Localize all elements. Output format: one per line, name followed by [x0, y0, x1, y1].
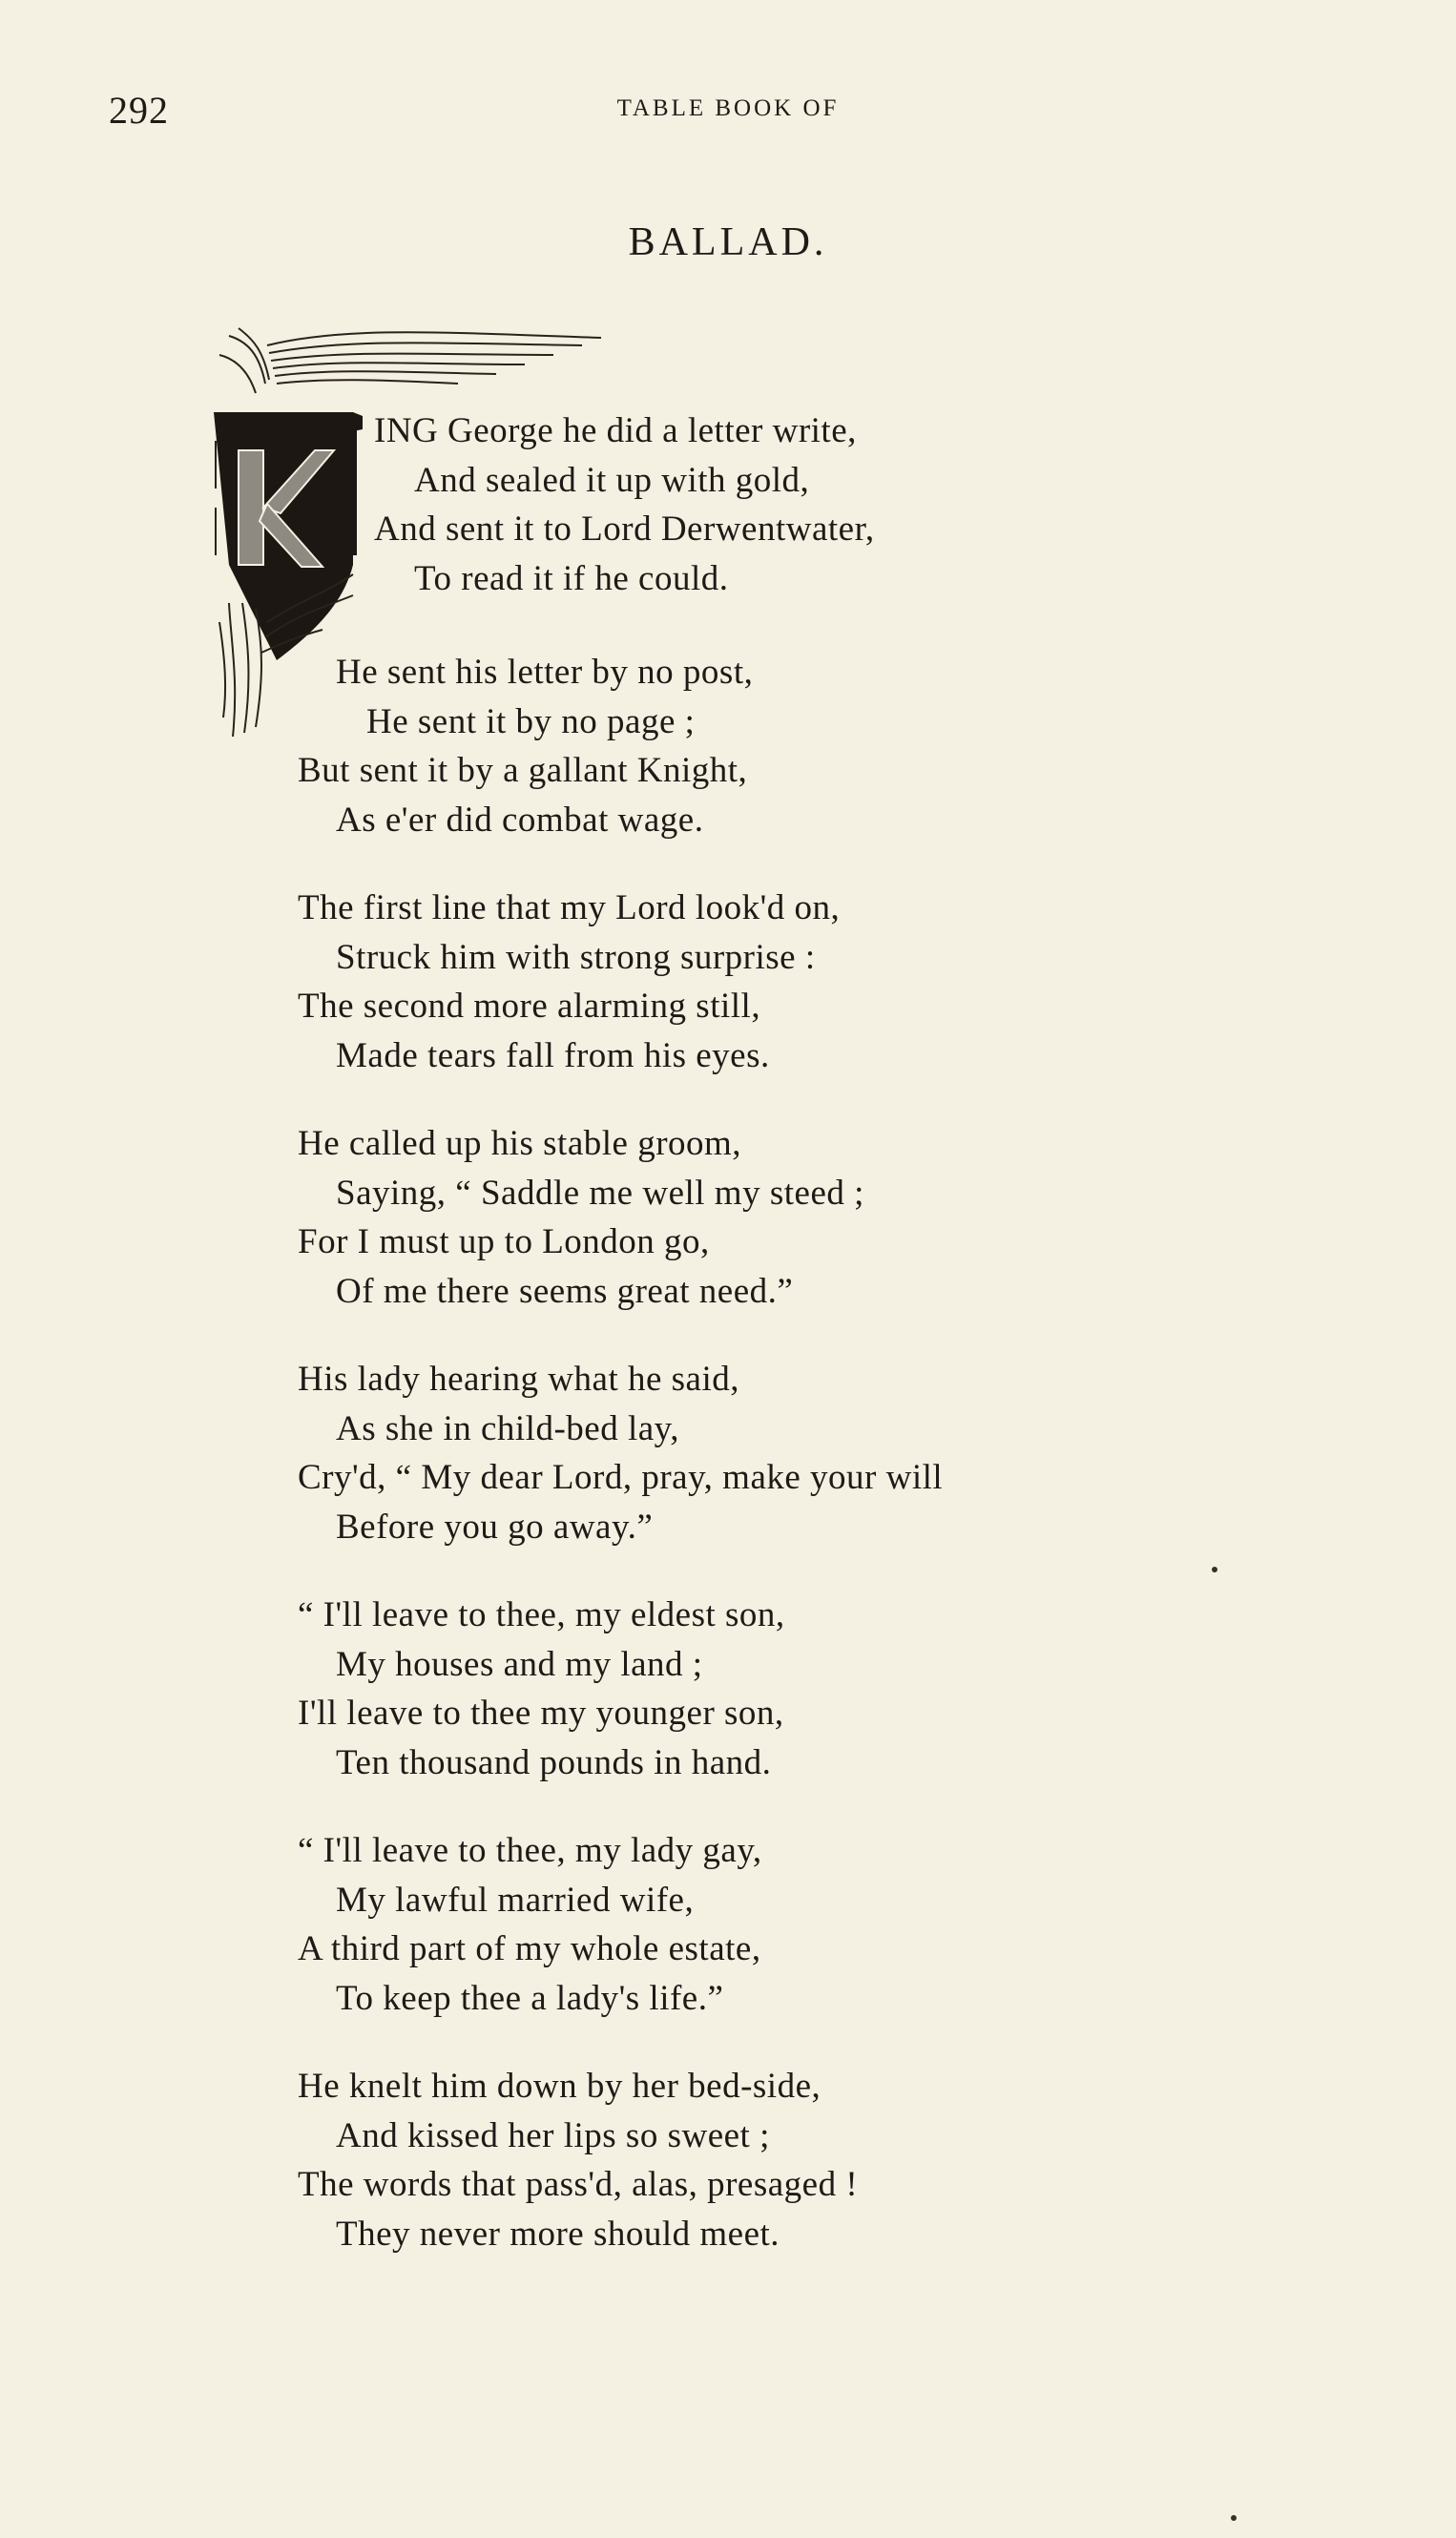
poem-line: Ten thousand pounds in hand. [336, 1742, 772, 1782]
poem-line: He sent it by no page ; [366, 701, 696, 741]
poem-line: Struck him with strong surprise : [336, 937, 816, 977]
print-speck [1212, 1567, 1217, 1572]
poem-line: Before you go away.” [336, 1507, 654, 1547]
poem-line: The words that pass'd, alas, presaged ! [298, 2165, 859, 2204]
poem-line: My lawful married wife, [336, 1880, 695, 1920]
poem-line: Of me there seems great need.” [336, 1271, 794, 1311]
running-head: TABLE BOOK OF [616, 95, 840, 121]
poem-line: He knelt him down by her bed-side, [298, 2067, 822, 2106]
print-speck [1231, 2515, 1237, 2521]
poem-line: Cry'd, “ My dear Lord, pray, make your will [298, 1458, 944, 1497]
poem-line: As e'er did combat wage. [336, 800, 704, 840]
poem-line: For I must up to London go, [298, 1222, 710, 1261]
poem-line: And sent it to Lord Derwentwater, [374, 510, 875, 549]
poem-line: Saying, “ Saddle me well my steed ; [336, 1173, 864, 1213]
poem-line: My houses and my land ; [336, 1644, 703, 1684]
poem-line: The second more alarming still, [298, 987, 761, 1026]
poem-line: I'll leave to thee my younger son, [298, 1694, 784, 1733]
poem-line: A third part of my whole estate, [298, 1929, 761, 1968]
poem-line: They never more should meet. [336, 2214, 780, 2254]
poem-line: He sent his letter by no post, [336, 653, 754, 692]
poem-line: But sent it by a gallant Knight, [298, 751, 748, 790]
poem-line: And kissed her lips so sweet ; [336, 2115, 770, 2155]
poem-line: The first line that my Lord look'd on, [298, 888, 841, 927]
poem-line: To keep thee a lady's life.” [336, 1978, 724, 2018]
poem-line: And sealed it up with gold, [414, 460, 810, 500]
ballad-title: BALLAD. [628, 220, 828, 264]
poem-line: He called up his stable groom, [298, 1124, 742, 1163]
poem-line: ING George he did a letter write, [374, 411, 857, 450]
poem-line: Made tears fall from his eyes. [336, 1035, 770, 1075]
poem-line: As she in child-bed lay, [336, 1408, 679, 1448]
poem-line: His lady hearing what he said, [298, 1360, 739, 1399]
poem-line: “ I'll leave to thee, my eldest son, [298, 1595, 785, 1634]
page-number: 292 [109, 89, 169, 132]
poem-line: “ I'll leave to thee, my lady gay, [298, 1831, 762, 1870]
poem-line: To read it if he could. [414, 558, 729, 598]
